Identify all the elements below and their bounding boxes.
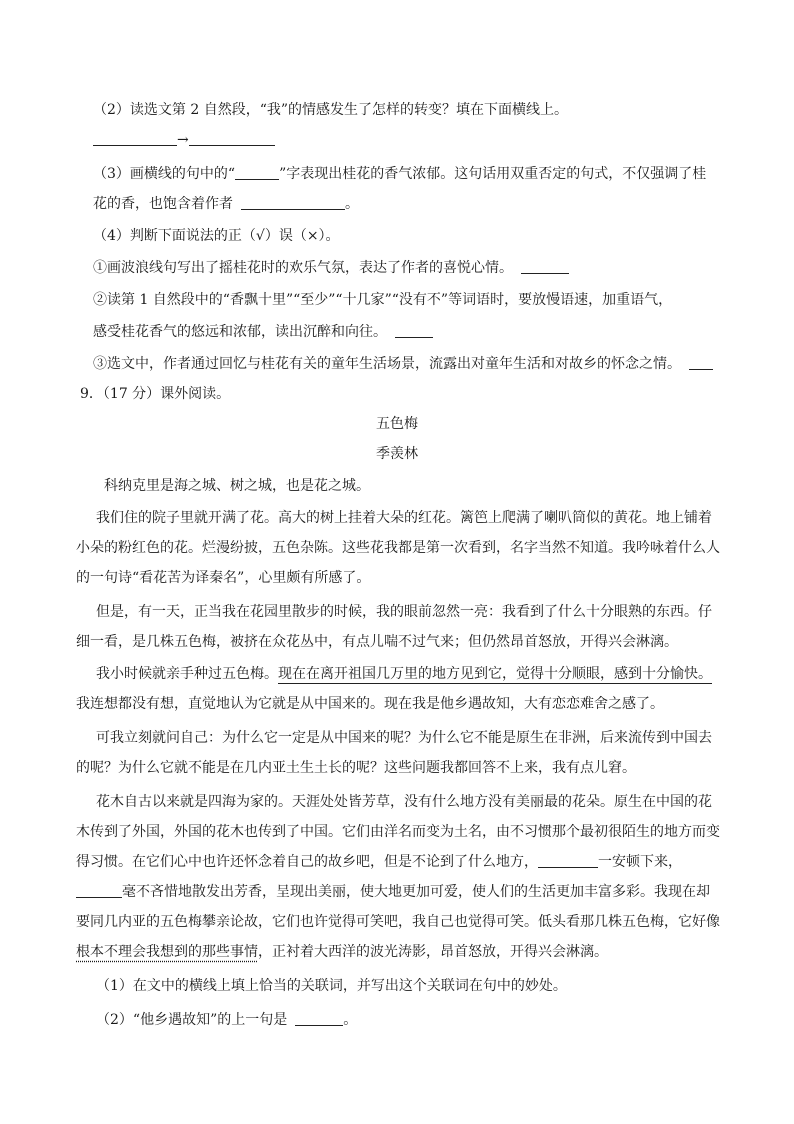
- q8-sub2-text: （2）读选文第 2 自然段，“我”的情感发生了怎样的转变？填在下面横线上。: [93, 102, 569, 118]
- arrow-icon: →: [177, 132, 189, 148]
- q9-sub1: （1）在文中的横线上填上恰当的关联词，并写出这个关联词在句中的妙处。: [96, 978, 567, 994]
- paragraph-4-line2: 我连想都没有想，直觉地认为它就是从中国来的。现在我是他乡遇故知，大有恋恋难舍之感了。: [76, 696, 664, 712]
- q8-sub4-title: （4）判断下面说法的正（√）误（×）。: [93, 228, 340, 244]
- q8-sub3-line2: 花的香，也饱含着作者 。: [93, 196, 359, 212]
- paragraph-5-line2: 的呢？为什么它就不能是在几内亚土生土长的呢？这些问题我都回答不上来，我有点儿窘。: [76, 760, 636, 776]
- paragraph-3-line2: 细一看，是几株五色梅，被挤在众花丛中，有点儿喘不过气来；但仍然昂首怒放，开得兴会淋漓。: [76, 634, 678, 650]
- q8-sub4-item3: ③选文中，作者通过回忆与桂花有关的童年生活场景，流露出对童年生活和对故乡的怀念之情。: [93, 354, 713, 374]
- paragraph-6-line5: 要同几内亚的五色梅攀亲论故，它们也许觉得可笑吧，我自己也觉得可笑。低头看那几株五色梅，它好像: [76, 914, 720, 930]
- dotted-phrase: 根本不理会我想到的那些事情: [76, 944, 258, 960]
- q8-sub4-item1: ①画波浪线句写出了摇桂花时的欢乐气氛，表达了作者的喜悦心情。: [93, 258, 569, 278]
- answer-blank[interactable]: [295, 1011, 343, 1026]
- paragraph-2-line2: 小朵的粉红色的花。烂漫纷披，五色杂陈。这些花我都是第一次看到，名字当然不知道。我吟咏着什么人: [76, 540, 720, 556]
- underlined-sentence: 现在在离开祖国几万里的地方见到它，觉得十分顺眼，感到十分愉快。: [278, 666, 712, 682]
- answer-blank[interactable]: [93, 131, 177, 146]
- q8-sub2-answer-row: [93, 130, 275, 150]
- q9-sub2: （2）“他乡遇故知”的上一句是 。: [96, 1012, 358, 1028]
- article-author: 季羡林: [376, 446, 418, 462]
- q8-sub3-line1: （3）画横线的句中的“ ”字表现出桂花的香气浓郁。这句话用双重否定的句式，不仅强调了桂: [93, 166, 707, 182]
- answer-blank[interactable]: [189, 131, 275, 146]
- answer-blank[interactable]: [395, 323, 433, 338]
- paragraph-1: 科纳克里是海之城、树之城，也是花之城。: [104, 478, 370, 494]
- paragraph-6-line4: 毫不吝惜地散发出芳香，呈现出美丽，使大地更加可爱，使人们的生活更加丰富多彩。我现在却: [76, 882, 710, 902]
- paragraph-2-line3: 的一句诗“看花苦为译秦名”，心里颇有所感了。: [76, 570, 371, 586]
- paragraph-2-line1: 我们住的院子里就开满了花。高大的树上挂着大朵的红花。篱笆上爬满了喇叭筒似的黄花。地上铺着: [96, 510, 712, 526]
- q8-sub4-item2-line2: 感受桂花香气的悠远和浓郁，读出沉醉和向往。: [93, 322, 433, 342]
- paragraph-4-line1: 我小时候就亲手种过五色梅。现在在离开祖国几万里的地方见到它，觉得十分顺眼，感到十分愉快。: [96, 666, 712, 682]
- paragraph-3-line1: 但是，有一天，正当我在花园里散步的时候，我的眼前忽然一亮：我看到了什么十分眼熟的东西。仔: [96, 604, 712, 620]
- paragraph-6-line6: 根本不理会我想到的那些事情，正衬着大西洋的波光涛影，昂首怒放，开得兴会淋漓。: [76, 944, 608, 960]
- answer-blank[interactable]: [521, 259, 569, 274]
- answer-blank[interactable]: [689, 355, 713, 370]
- answer-blank[interactable]: [76, 883, 122, 898]
- paragraph-6-line2: 木传到了外国，外国的花木也传到了中国。它们由洋名而变为土名，由不习惯那个最初很陌生的地方而变: [76, 824, 720, 840]
- q9-header: 9．（17 分）课外阅读。: [80, 386, 231, 402]
- article-title: 五色梅: [376, 416, 418, 432]
- q8-sub4-item2-line1: ②读第 1 自然段中的“香飘十里”“至少”“十几家”“没有不”等词语时，要放慢语速，加重语气，: [93, 292, 673, 308]
- answer-blank[interactable]: [241, 195, 345, 210]
- paragraph-6-line3: 得习惯。在它们心中也许还怀念着自己的故乡吧，但是不论到了什么地方， 一安顿下来，: [76, 854, 682, 870]
- answer-blank[interactable]: [538, 853, 598, 868]
- paragraph-6-line1: 花木自古以来就是四海为家的。天涯处处皆芳草，没有什么地方没有美丽最的花朵。原生在中国的花: [96, 794, 712, 810]
- answer-blank[interactable]: [235, 165, 279, 180]
- paragraph-5-line1: 可我立刻就问自己：为什么它一定是从中国来的呢？为什么它不能是原生在非洲，后来流传到中国去: [96, 730, 712, 746]
